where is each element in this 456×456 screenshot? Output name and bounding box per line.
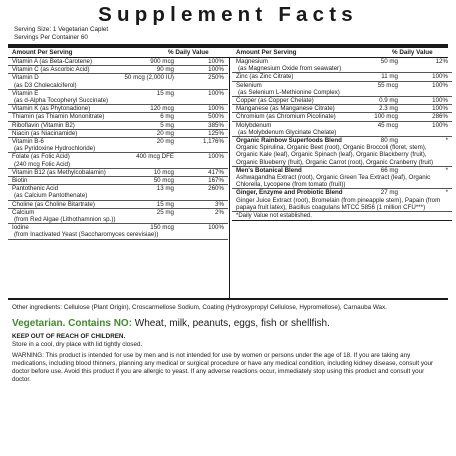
nutrient-dv: 125% [208, 129, 224, 137]
blend-name: Organic Rainbow Superfoods Blend [236, 137, 342, 145]
nutrient-dv: 100% [208, 153, 224, 161]
nutrient-name: Vitamin E [12, 89, 39, 97]
nutrient-amount: 45 mcg [377, 121, 398, 129]
nutrient-row [8, 58, 228, 66]
amount-header-right: Amount Per Serving [236, 49, 297, 56]
blend-row [232, 137, 452, 167]
nutrient-dv: 167% [208, 177, 224, 185]
nutrient-name: Chromium (as Chromium Picolinate) [236, 113, 336, 121]
table-header [8, 48, 448, 58]
nutrient-row [8, 209, 228, 224]
blend-name: Ginger, Enzyme and Probiotic Blend [236, 189, 343, 197]
nutrient-source: (240 mcg Folic Acid) [14, 160, 71, 168]
nutrient-row [8, 185, 228, 200]
nutrient-amount: 6 mg [160, 113, 174, 121]
nutrient-row [232, 105, 452, 113]
nutrient-amount: 50 mcg [153, 177, 174, 185]
storage-block [4, 330, 452, 349]
nutrient-name: Vitamin D [12, 74, 39, 82]
vegetarian-statement [4, 312, 452, 330]
nutrient-amount: 15 mg [156, 200, 174, 208]
nutrient-row [8, 169, 228, 177]
left-column [8, 58, 228, 240]
nutrient-row [232, 82, 452, 97]
panel-title: Supplement Facts [98, 3, 358, 26]
blend-amount: 27 mg [380, 189, 398, 197]
nutrient-amount: 50 mg [380, 58, 398, 65]
nutrient-amount: 90 mg [156, 66, 174, 74]
nutrient-amount: 13 mg [156, 185, 174, 193]
nutrient-row [8, 122, 228, 130]
blend-row [232, 167, 452, 190]
blend-ingredients: Organic Spirulina, Organic Beet (root), Organic Broccoli (floret, stem), Organic Kale (leaf), Organic Spinach (leaf), Organic Blackberry (fruit), Organic Blueberry (fruit), Organic Carrot (root), Organic Cranberry (fruit) [236, 144, 434, 166]
nutrient-name: Vitamin C (as Ascorbic Acid) [12, 66, 90, 74]
storage-instructions: Store in a cool, dry place with lid tightly closed. [12, 341, 143, 348]
nutrient-name: Selenium [236, 81, 262, 89]
blend-dv: * [445, 189, 448, 197]
nutrient-name: Niacin (as Niacinamide) [12, 129, 78, 137]
nutrient-dv: 100% [432, 97, 448, 105]
nutrient-dv: 100% [208, 224, 224, 232]
other-ingredients: Other ingredients: Cellulose (Plant Origin), Croscarmellose Sodium, Coating (Hydroxypropyl Cellulose, Hypromellose), Carnauba Wax. [12, 304, 387, 311]
nutrient-dv: 500% [208, 113, 224, 121]
nutrient-name: Iodine [12, 224, 29, 232]
dv-header-left: % Daily Value [168, 49, 209, 56]
vegetarian-text: Wheat, milk, peanuts, eggs, fish or shellfish. [132, 318, 330, 329]
nutrient-amount: 11 mg [381, 73, 398, 81]
supplement-facts-panel [4, 4, 452, 450]
blend-ingredients: Ashwagandha Extract (root), Organic Green Tea Extract (leaf), Organic Chlorella, Lycopene (from tomato (fruit)) [236, 174, 431, 189]
nutrient-row [8, 66, 228, 74]
blend-ingredients: Ginger Juice Extract (root), Bromelain (from pineapple stem), Papain (from papaya fruit latex), Bacillus coagulans MTCC 5856 (1 million CFU***) [236, 196, 441, 211]
nutrient-source: (as Selenium L-Methionine Complex) [238, 88, 340, 96]
nutrient-row [8, 105, 228, 113]
nutrient-source: (from Red Algae (Lithothamnion sp.)) [14, 216, 116, 224]
nutrient-row [232, 73, 452, 81]
nutrient-dv: 100% [208, 58, 224, 65]
nutrient-amount: 900 mcg [150, 58, 174, 65]
blend-row [232, 189, 452, 212]
nutrient-source: (as Pyridoxine Hydrochloride) [14, 145, 96, 153]
nutrient-row [232, 122, 452, 137]
nutrient-name: Thiamin (as Thiamin Mononitrate) [12, 113, 105, 121]
keep-out-notice: KEEP OUT OF REACH OF CHILDREN. [12, 333, 126, 340]
nutrient-name: Calcium [12, 208, 35, 216]
nutrient-dv: 100% [432, 81, 448, 89]
nutrient-amount: 25 mg [156, 208, 174, 216]
nutrient-amount: 100 mcg [374, 113, 398, 121]
nutrient-columns [8, 58, 448, 298]
dv-header-right: % Daily Value [392, 49, 433, 56]
warning-text: WARNING: This product is intended for use by men and is not intended for use by women or persons under the age of 18. If you are taking any medications, including blood thinners, planning any medical or surgical procedure or have any medical condition, including kidney disease, consult your doctor before use. Avoid this product if you are allergic to yeast. If any adverse reactions occur, immediately stop using this product and consult your doctor. [12, 352, 434, 383]
nutrient-name: Magnesium [236, 58, 268, 65]
nutrient-row [8, 153, 228, 168]
nutrient-dv: 12% [435, 58, 448, 65]
nutrient-amount: 120 mcg [150, 105, 174, 113]
blend-amount: 80 mg [380, 137, 398, 145]
nutrient-dv: 100% [208, 89, 224, 97]
nutrient-row [8, 90, 228, 105]
nutrient-amount: 400 mcg DFE [136, 153, 174, 161]
nutrient-amount: 20 mg [156, 129, 174, 137]
nutrient-name: Manganese (as Manganese Citrate) [236, 105, 335, 113]
right-column [232, 58, 452, 221]
nutrient-dv: 286% [432, 113, 448, 121]
nutrient-row [8, 113, 228, 121]
nutrient-name: Vitamin B-6 [12, 138, 44, 146]
nutrient-amount: 150 mcg [150, 224, 174, 232]
nutrient-amount: 0.9 mg [379, 97, 398, 105]
daily-value-footnote: *Daily Value not established. [232, 212, 452, 221]
nutrient-dv: 3% [215, 200, 224, 208]
blend-dv: * [445, 137, 448, 145]
nutrient-amount: 15 mg [156, 89, 174, 97]
nutrient-row [8, 138, 228, 153]
blend-name: Men's Botanical Blend [236, 166, 302, 174]
nutrient-name: Copper (as Copper Chelate) [236, 97, 314, 105]
nutrient-source: (as Calcium Pantothenate) [14, 192, 88, 200]
nutrient-amount: 55 mcg [377, 81, 398, 89]
nutrient-name: Riboflavin (Vitamin B2) [12, 121, 75, 129]
servings-per-container: Servings Per Container 60 [14, 34, 88, 41]
nutrient-row [232, 113, 452, 121]
nutrient-dv: 417% [208, 168, 224, 176]
nutrient-dv: 260% [208, 185, 224, 193]
nutrient-row [8, 224, 228, 239]
nutrient-amount: 5 mg [160, 121, 174, 129]
column-divider [229, 58, 230, 298]
nutrient-name: Vitamin K (as Phytonadione) [12, 105, 91, 113]
nutrient-dv: 2% [215, 208, 224, 216]
nutrient-name: Molybdenum [236, 121, 272, 129]
nutrient-row [8, 130, 228, 138]
blend-amount: 66 mg [380, 166, 398, 174]
nutrient-dv: 385% [208, 121, 224, 129]
nutrient-name: Biotin [12, 177, 28, 185]
vegetarian-label: Vegetarian. Contains NO: [12, 318, 133, 329]
nutrient-dv: 100% [432, 73, 448, 81]
nutrient-amount: 20 mg [156, 138, 174, 146]
nutrient-source: (as Molybdenum Glycinate Chelate) [238, 128, 337, 136]
nutrient-name: Folate (as Folic Acid) [12, 153, 70, 161]
nutrient-name: Pantothenic Acid [12, 185, 59, 193]
nutrient-dv: 100% [432, 121, 448, 129]
nutrient-row [232, 58, 452, 73]
nutrient-name: Vitamin B12 (as Methylcobalamin) [12, 168, 106, 176]
nutrient-dv: 250% [208, 74, 224, 82]
nutrient-dv: 1,176% [203, 138, 224, 146]
nutrient-source: (as D3 Cholecalciferol) [14, 81, 77, 89]
nutrient-source: (as Magnesium Oxide from seawater) [238, 65, 342, 73]
blend-dv: * [445, 166, 448, 174]
nutrient-row [8, 201, 228, 209]
nutrient-row [8, 177, 228, 185]
nutrient-dv: 100% [208, 66, 224, 74]
nutrient-amount: 10 mcg [153, 168, 174, 176]
nutrient-name: Choline (as Choline Bitartrate) [12, 200, 95, 208]
amount-header-left: Amount Per Serving [12, 49, 73, 56]
nutrient-name: Zinc (as Zinc Citrate) [236, 73, 294, 81]
nutrient-dv: 100% [432, 105, 448, 113]
nutrient-amount: 50 mcg (2,000 IU) [124, 74, 174, 82]
nutrient-source: (as d-Alpha Tocopheryl Succinate) [14, 97, 109, 105]
nutrient-row [8, 74, 228, 89]
nutrient-amount: 2.3 mg [379, 105, 398, 113]
nutrient-name: Vitamin A (as Beta-Carotene) [12, 58, 93, 65]
nutrient-row [232, 97, 452, 105]
nutrient-dv: 100% [208, 105, 224, 113]
serving-size: Serving Size: 1 Vegetarian Caplet [14, 26, 109, 33]
nutrient-source: (from Inactivated Yeast (Saccharomyces cerevisiae)) [14, 231, 159, 239]
